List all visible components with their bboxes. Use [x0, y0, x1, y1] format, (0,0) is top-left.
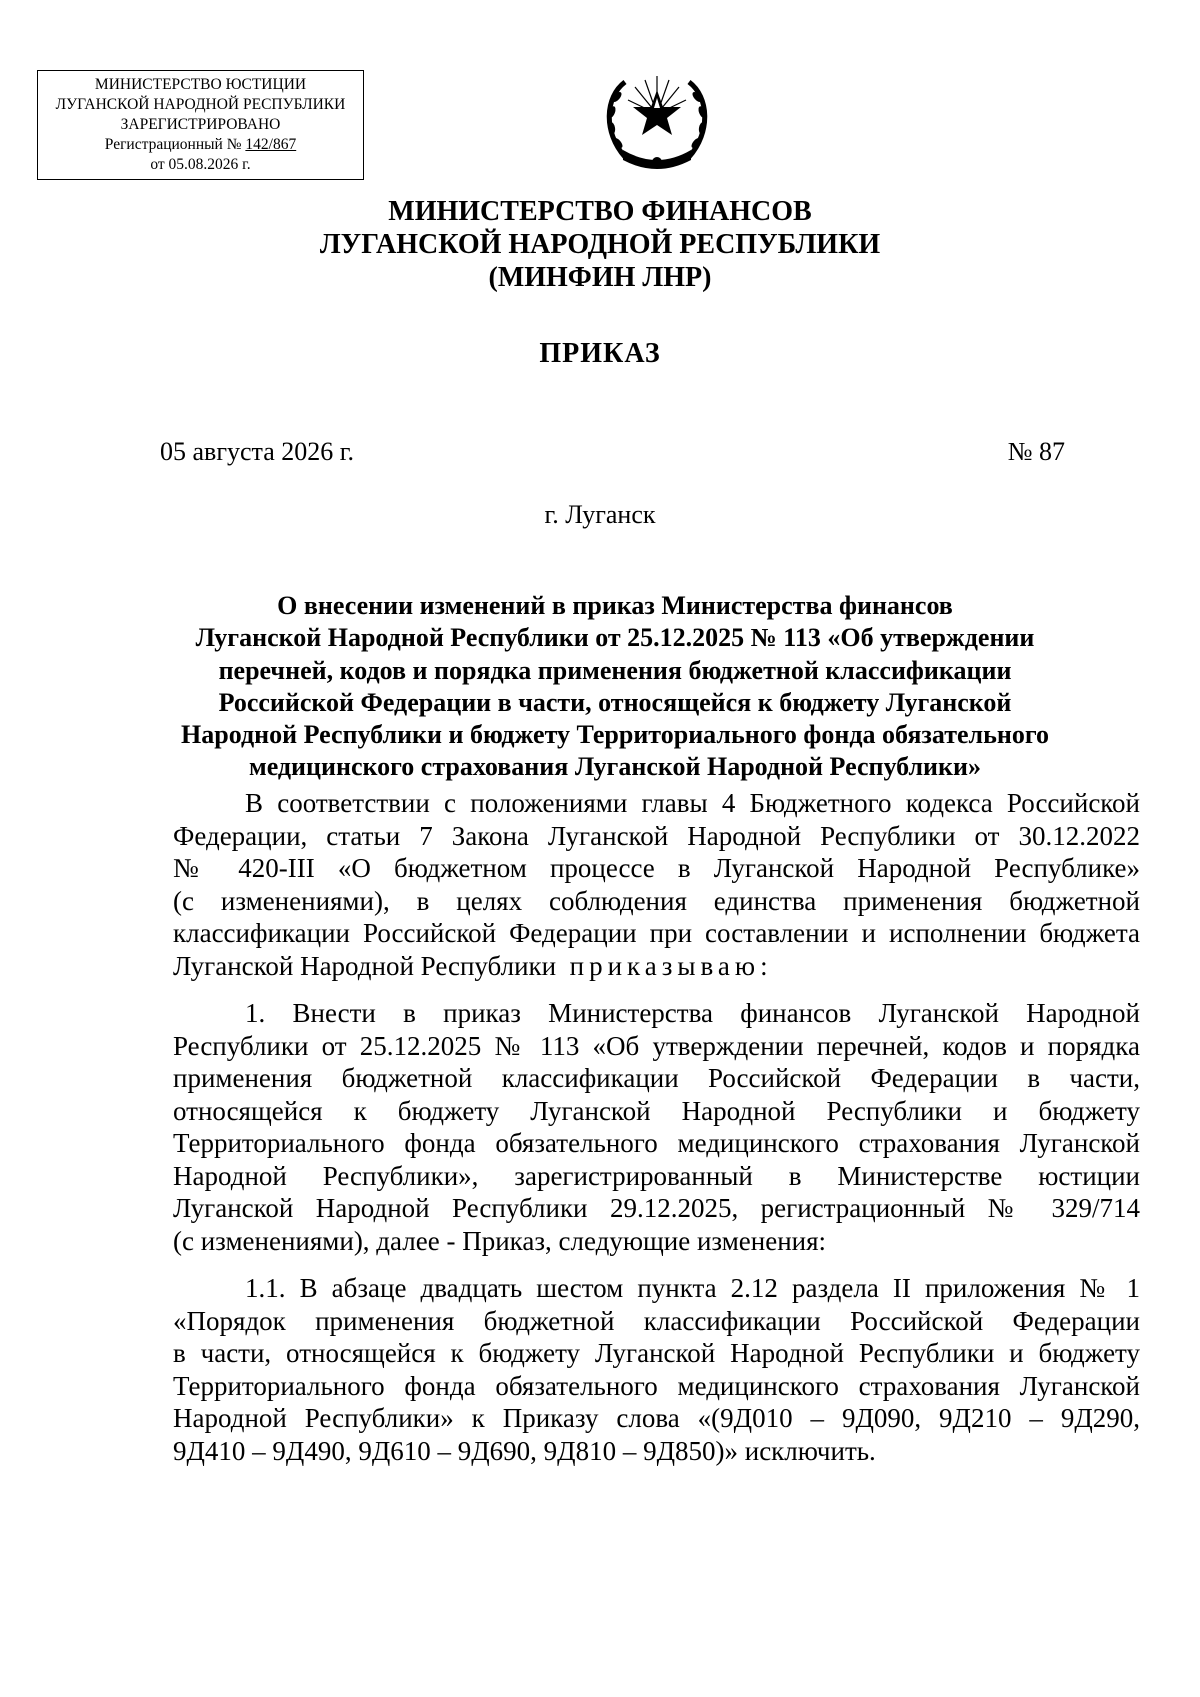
stamp-date: от 05.08.2026 г.: [150, 156, 251, 173]
stamp-reg-line: [38, 135, 363, 155]
text-line: в части, относящейся к бюджету Луганской Народной Республики и бюджету: [173, 1338, 1140, 1368]
paragraph-item-1: [173, 997, 1140, 1257]
text-line: 1.1. В абзаце двадцать шестом пункта 2.12 раздела II приложения № 1: [245, 1273, 1140, 1303]
text-line: относящейся к бюджету Луганской Народной Республики и бюджету: [173, 1095, 1140, 1126]
text-line: применения бюджетной классификации Российской Федерации в части,: [173, 1063, 1140, 1093]
subject-line: О внесении изменений в приказ Министерства финансов: [277, 591, 953, 620]
text-line: 9Д410 – 9Д490, 9Д610 – 9Д690, 9Д810 – 9Д850)» исключить.: [173, 1435, 876, 1466]
document-city: г. Луганск: [544, 500, 656, 529]
text-line: Луганской Народной Республики: [173, 950, 557, 981]
document-date: 05 августа 2026 г.: [160, 437, 354, 466]
order-word: приказываю:: [569, 950, 773, 981]
subject-line: перечней, кодов и порядка применения бюджетной классификации: [218, 655, 1012, 685]
header-line-1: МИНИСТЕРСТВО ФИНАНСОВ: [388, 196, 812, 227]
registration-stamp: [37, 70, 364, 180]
text-line: классификации Российской Федерации при составлении и исполнении бюджета: [173, 918, 1140, 948]
stamp-reg-label: Регистрационный №: [104, 136, 242, 153]
text-line: Луганской Народной Республики 29.12.2025, регистрационный № 329/714: [173, 1193, 1140, 1223]
paragraph-item-1-1: [173, 1272, 1140, 1467]
text-line: Территориального фонда обязательного медицинского страхования Луганской: [173, 1370, 1140, 1401]
text-line: «Порядок применения бюджетной классификации Российской Федерации: [173, 1305, 1140, 1336]
text-line: Республики от 25.12.2025 № 113 «Об утверждении перечней, кодов и порядка: [173, 1030, 1140, 1061]
document-number: № 87: [1007, 437, 1065, 466]
subject-line: Народной Республики и бюджету Территориального фонда обязательного: [181, 720, 1049, 750]
stamp-line-2: ЛУГАНСКОЙ НАРОДНОЙ РЕСПУБЛИКИ: [55, 96, 346, 113]
document-subject: [160, 590, 1070, 784]
text-line: 1. Внести в приказ Министерства финансов Луганской Народной: [245, 998, 1140, 1028]
stamp-line-1: МИНИСТЕРСТВО ЮСТИЦИИ: [94, 76, 307, 93]
header-line-2: ЛУГАНСКОЙ НАРОДНОЙ РЕСПУБЛИКИ: [319, 229, 881, 260]
text-line: Территориального фонда обязательного медицинского страхования Луганской: [173, 1128, 1140, 1158]
subject-line: Российской Федерации в части, относящейся к бюджету Луганской: [218, 687, 1012, 717]
text-line: (с изменениями), в целях соблюдения единства применения бюджетной: [173, 885, 1140, 916]
text-line: Народной Республики», зарегистрированный в Министерстве юстиции: [173, 1160, 1140, 1191]
header-line-3: (МИНФИН ЛНР): [488, 262, 712, 293]
text-line: Народной Республики» к Приказу слова «(9Д010 – 9Д090, 9Д210 – 9Д290,: [173, 1403, 1140, 1433]
text-line: Федерации, статьи 7 Закона Луганской Народной Республики от 30.12.2022: [173, 820, 1140, 851]
document-type: ПРИКАЗ: [539, 338, 661, 369]
paragraph-preamble: [173, 787, 1140, 982]
text-line: (с изменениями), далее - Приказ, следующие изменения:: [173, 1225, 827, 1256]
stamp-line-3: ЗАРЕГИСТРИРОВАНО: [120, 116, 281, 133]
coat-of-arms-icon: [595, 62, 719, 174]
ministry-header: [0, 195, 1200, 294]
subject-line: Луганской Народной Республики от 25.12.2025 № 113 «Об утверждении: [195, 623, 1035, 653]
text-line: № 420-III «О бюджетном процессе в Луганской Народной Республике»: [173, 853, 1140, 883]
subject-line: медицинского страхования Луганской Народной Республики»: [248, 752, 981, 782]
stamp-reg-number: 142/867: [245, 136, 297, 153]
text-line: В соответствии с положениями главы 4 Бюджетного кодекса Российской: [245, 788, 1140, 818]
